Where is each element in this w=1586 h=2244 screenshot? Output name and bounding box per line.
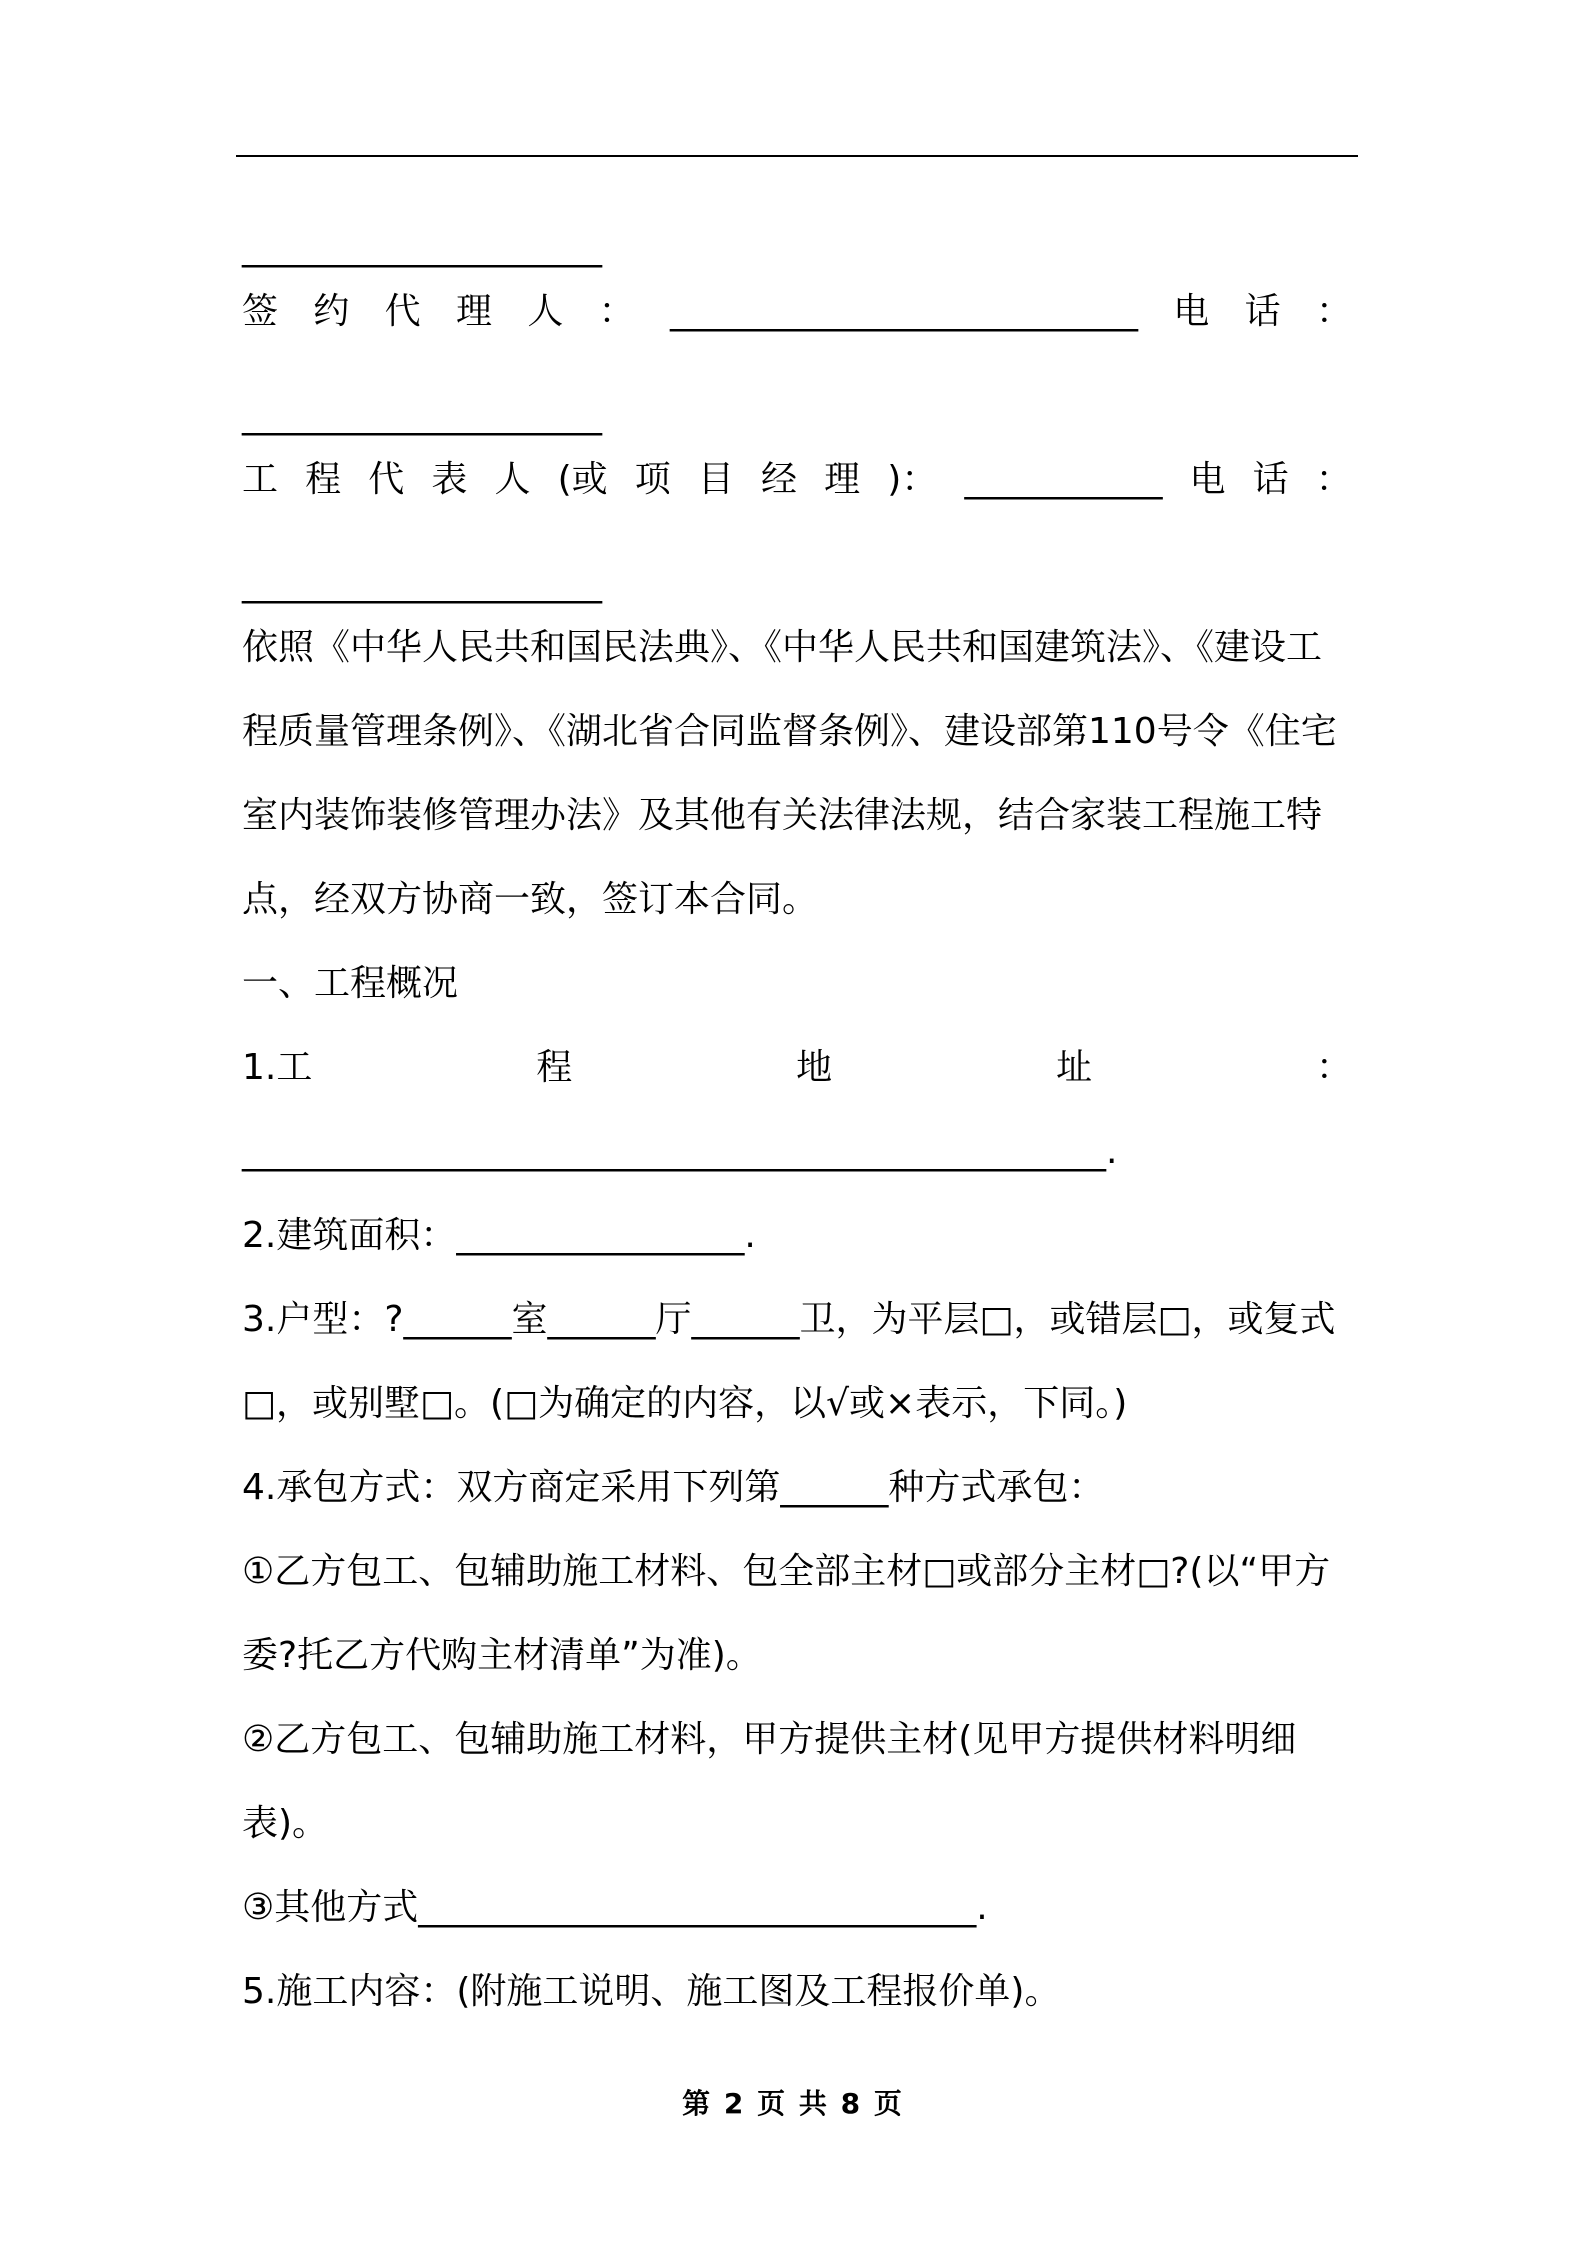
rep-char-5: 人 bbox=[494, 459, 531, 500]
blank-text: ____________________ bbox=[242, 563, 602, 604]
address-char-4: 址 bbox=[1056, 1047, 1093, 1088]
address-char-3: 地 bbox=[796, 1047, 833, 1088]
rep-char-3: 代 bbox=[368, 459, 405, 500]
address-char-2: 程 bbox=[536, 1047, 573, 1088]
agent-char-6: ： bbox=[598, 291, 635, 332]
blank-text: ____________________ bbox=[242, 395, 602, 436]
address-char-1: 1.工 bbox=[242, 1047, 313, 1088]
agent-char-2: 约 bbox=[313, 291, 350, 332]
blank-text: ____________________ bbox=[242, 227, 602, 268]
rep-char-11: )： bbox=[887, 459, 938, 500]
agent-char-3: 代 bbox=[384, 291, 421, 332]
agent-char-1: 签 bbox=[242, 291, 279, 332]
address-char-5: ： bbox=[1315, 1047, 1352, 1088]
rep-phone-char-1: 电 bbox=[1189, 459, 1226, 500]
agent-line bbox=[242, 270, 1352, 354]
agent-char-4: 理 bbox=[455, 291, 492, 332]
rep-phone-char-3: ： bbox=[1315, 459, 1352, 500]
rep-char-9: 经 bbox=[761, 459, 798, 500]
item-address bbox=[242, 1026, 1352, 1110]
rep-name-blank: ___________ bbox=[964, 459, 1163, 500]
item-contract-method: 4.承包方式：双方商定采用下列第______种方式承包： bbox=[242, 1467, 1105, 1508]
agent-phone-char-3: ： bbox=[1315, 291, 1352, 332]
rep-char-1: 工 bbox=[242, 459, 279, 500]
rep-char-8: 目 bbox=[697, 459, 734, 500]
page-footer: 第 2 页 共 8 页 bbox=[682, 2087, 904, 2120]
item-house-type: 3.户型：?______室______厅______卫，为平层□，或错层□，或复式□，或别墅□。(□为确定的内容，以√或×表示，下同。) bbox=[242, 1299, 1336, 1424]
rep-char-4: 表 bbox=[431, 459, 468, 500]
agent-char-5: 人 bbox=[527, 291, 564, 332]
item-building-area: 2.建筑面积：________________. bbox=[242, 1215, 756, 1256]
agent-phone-char-2: 话 bbox=[1244, 291, 1281, 332]
rep-char-2: 程 bbox=[305, 459, 342, 500]
preamble-paragraph: 依照《中华人民共和国民法典》、《中华人民共和国建筑法》、《建设工程质量管理条例》、《湖北省合同监督条例》、建设部第110号令《住宅室内装饰装修管理办法》及其他有关法律法规，结合家装工程施工特点，经双方协商一致，签订本合同。 bbox=[242, 627, 1337, 920]
option-2: ②乙方包工、包辅助施工材料，甲方提供主材(见甲方提供材料明细表)。 bbox=[242, 1719, 1297, 1844]
rep-char-10: 理 bbox=[824, 459, 861, 500]
item-construction-content: 5.施工内容：(附施工说明、施工图及工程报价单)。 bbox=[242, 1971, 1061, 2012]
agent-phone-char-1: 电 bbox=[1173, 291, 1210, 332]
representative-line bbox=[242, 438, 1352, 522]
address-blank: ________________________________________________. bbox=[242, 1131, 1118, 1172]
rep-char-6: (或 bbox=[557, 459, 608, 500]
header-rule bbox=[236, 155, 1358, 157]
rep-phone-char-2: 话 bbox=[1252, 459, 1289, 500]
rep-char-7: 项 bbox=[634, 459, 671, 500]
agent-name-blank: __________________________ bbox=[669, 291, 1138, 332]
section-title-project-overview: 一、工程概况 bbox=[242, 963, 459, 1004]
option-3: ③其他方式_______________________________. bbox=[242, 1887, 988, 1928]
option-1: ①乙方包工、包辅助施工材料、包全部主材□或部分主材□?(以“甲方委?托乙方代购主材清单”为准)。 bbox=[242, 1551, 1331, 1676]
